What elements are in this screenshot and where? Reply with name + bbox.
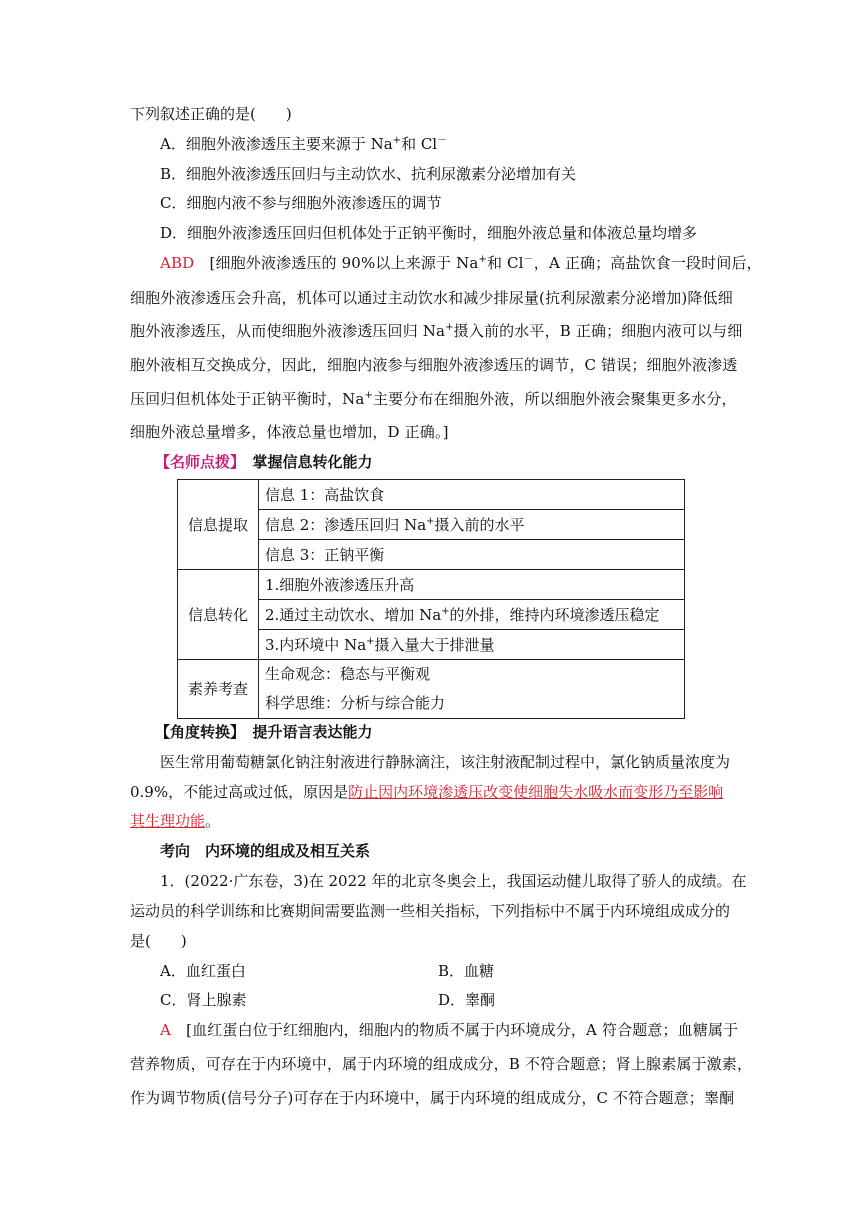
table-cell: 3.内环境中 Na+摄入量大于排泄量: [259, 630, 685, 660]
answer2-line2: 营养物质，可存在于内环境中，属于内环境的组成成分，B 不符合题意；肾上腺素属于激素，: [130, 1055, 753, 1073]
answer1-line5: 压回归但机体处于正钠平衡时，Na+主要分布在细胞外液，所以细胞外液会聚集更多水分，: [130, 390, 737, 408]
answer1-line2: 细胞外液渗透压会升高，机体可以通过主动饮水和减少排尿量(抗利尿激素分泌增加)降低细: [130, 289, 733, 307]
angle-para-line3: 其生理功能。: [130, 812, 221, 830]
table-cell: 信息 1：高盐饮食: [259, 480, 685, 510]
angle-answer: 防止因内环境渗透压改变使细胞失水吸水而变形乃至影响: [348, 783, 724, 801]
answer1-key: ABD: [160, 254, 195, 272]
q2-option-a: A．血红蛋白: [160, 962, 246, 980]
row-category: 信息提取: [178, 480, 259, 570]
answer1-line1: ABD [细胞外液渗透压的 90%以上来源于 Na+和 Cl－，A 正确；高盐饮食一段时间后，: [160, 254, 762, 272]
table-cell: 信息 2：渗透压回归 Na+摄入前的水平: [259, 510, 685, 540]
table-cell: 生命观念：稳态与平衡观 科学思维：分析与综合能力: [259, 660, 685, 719]
table-row: [178, 660, 685, 719]
q2-line2: 运动员的科学训练和比赛期间需要监测一些相关指标，下列指标中不属于内环境组成成分的: [130, 902, 731, 920]
answer1-line3: 胞外液渗透压，从而使细胞外液渗透压回归 Na+摄入前的水平，B 正确；细胞内液可以与细: [130, 322, 743, 340]
option-d: D．细胞外液渗透压回归但机体处于正钠平衡时，细胞外液总量和体液总量均增多: [160, 224, 698, 242]
table-cell: 1.细胞外液渗透压升高: [259, 570, 685, 600]
answer1-line4: 胞外液相互交换成分，因此，细胞内液参与细胞外液渗透压的调节，C 错误；细胞外液渗透: [130, 356, 738, 374]
question-intro: 下列叙述正确的是( ): [130, 105, 292, 123]
tip-heading: [155, 452, 373, 472]
q2-line3: 是( ): [130, 932, 187, 950]
answer1-line6: 细胞外液总量增多，体液总量也增加，D 正确。]: [130, 423, 449, 441]
answer2-line1: A [血红蛋白位于红细胞内，细胞内的物质不属于内环境成分，A 符合题意；血糖属于: [160, 1021, 739, 1039]
option-a: A．细胞外液渗透压主要来源于 Na+和 Cl－: [160, 135, 448, 153]
table-row: [178, 570, 685, 600]
answer2-key: A: [160, 1021, 171, 1039]
angle-title: 提升语言表达能力: [237, 723, 373, 741]
option-c: C．细胞内液不参与细胞外液渗透压的调节: [160, 194, 442, 212]
q2-option-d: D．睾酮: [438, 991, 496, 1009]
tip-label: 【名师点拨】: [155, 453, 238, 471]
angle-para-line2: 0.9%，不能过高或过低，原因是防止因内环境渗透压改变使细胞失水吸水而变形乃至影响: [130, 783, 724, 801]
angle-para-line1: 医生常用葡萄糖氯化钠注射液进行静脉滴注，该注射液配制过程中，氯化钠质量浓度为: [160, 753, 731, 771]
row-category: 素养考查: [178, 660, 259, 719]
tip-title: 掌握信息转化能力: [237, 453, 373, 471]
answer2-line3: 作为调节物质(信号分子)可存在于内环境中，属于内环境的组成成分，C 不符合题意；睾酮: [130, 1089, 735, 1107]
angle-label: 【角度转换】: [155, 723, 238, 741]
angle-heading: [155, 722, 373, 742]
table-cell: 2.通过主动饮水、增加 Na+的外排，维持内环境渗透压稳定: [259, 600, 685, 630]
option-b: B．细胞外液渗透压回归与主动饮水、抗利尿激素分泌增加有关: [160, 165, 577, 183]
q2-option-c: C．肾上腺素: [160, 991, 247, 1009]
row-category: 信息转化: [178, 570, 259, 660]
section-title: 考向 内环境的组成及相互关系: [160, 842, 371, 860]
table-row: [178, 480, 685, 510]
info-table: [177, 479, 685, 719]
q2-line1: 1．(2022·广东卷，3)在 2022 年的北京冬奥会上，我国运动健儿取得了骄人的成绩。在: [160, 872, 747, 890]
q2-option-b: B．血糖: [438, 962, 495, 980]
table-cell: 信息 3：正钠平衡: [259, 540, 685, 570]
